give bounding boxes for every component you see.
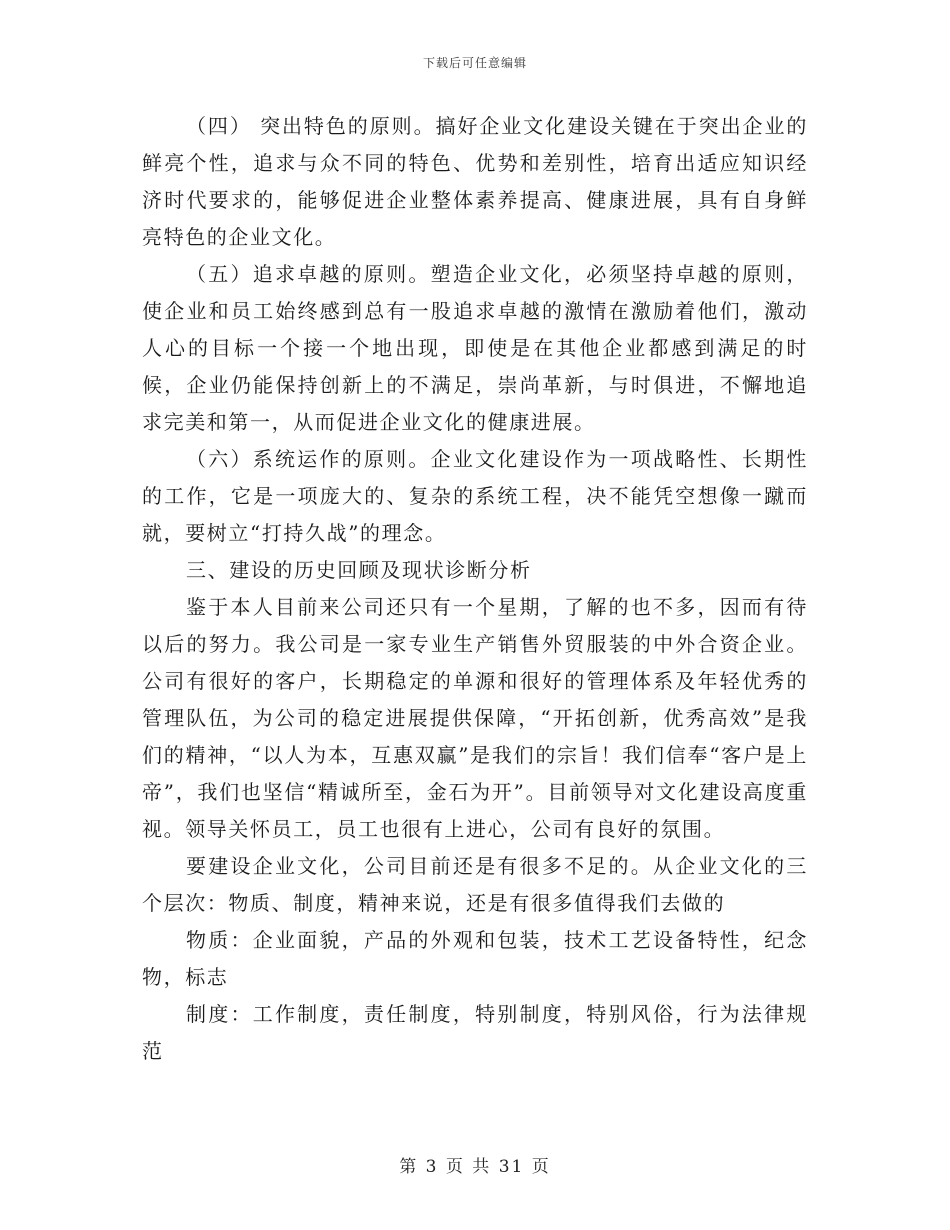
paragraph-company-status: 鉴于本人目前来公司还只有一个星期，了解的也不多，因而有待以后的努力。我公司是一家专业生产销售外贸服装的中外合资企业。公司有很好的客户，长期稳定的单源和很好的管理体系及年轻优秀的管理队伍，为公司的稳定进展提供保障，“开拓创新，优秀高效”是我们的精神，“以人为本，互惠双赢”是我们的宗旨！我们信奉“客户是上帝”，我们也坚信“精诚所至，金石为开”。目前领导对文化建设高度重视。领导关怀员工，员工也很有上进心，公司有良好的氛围。 <box>142 595 808 841</box>
paragraph-system-level: 制度：工作制度，责任制度，特别制度，特别风俗，行为法律规范 <box>142 1002 808 1063</box>
paragraph-shortcomings: 要建设企业文化，公司目前还是有很多不足的。从企业文化的三个层次：物质、制度，精神来说，还是有很多值得我们去做的 <box>142 854 808 915</box>
document-body <box>142 108 808 1070</box>
page-header: 下载后可任意编辑 <box>422 56 527 70</box>
paragraph-principle-4: （四） 突出特色的原则。搞好企业文化建设关键在于突出企业的鲜亮个性，追求与众不同的特色、优势和差别性，培育出适应知识经济时代要求的，能够促进企业整体素养提高、健康进展，具有自身鲜亮特色的企业文化。 <box>142 114 808 249</box>
page-number-footer: 第 3 页 共 31 页 <box>399 1157 551 1177</box>
paragraph-material-level: 物质：企业面貌，产品的外观和包装，技术工艺设备特性，纪念物，标志 <box>142 928 808 989</box>
section-heading-3: 三、建设的历史回顾及现状诊断分析 <box>186 558 532 582</box>
paragraph-principle-5: （五）追求卓越的原则。塑造企业文化，必须坚持卓越的原则，使企业和员工始终感到总有一股追求卓越的激情在激励着他们，激动人心的目标一个接一个地出现，即使是在其他企业都感到满足的时候，企业仍能保持创新上的不满足，崇尚革新，与时俱进，不懈地追求完美和第一，从而促进企业文化的健康进展。 <box>142 262 808 434</box>
paragraph-principle-6: （六）系统运作的原则。企业文化建设作为一项战略性、长期性的工作，它是一项庞大的、复杂的系统工程，决不能凭空想像一蹴而就，要树立“打持久战”的理念。 <box>142 447 808 545</box>
